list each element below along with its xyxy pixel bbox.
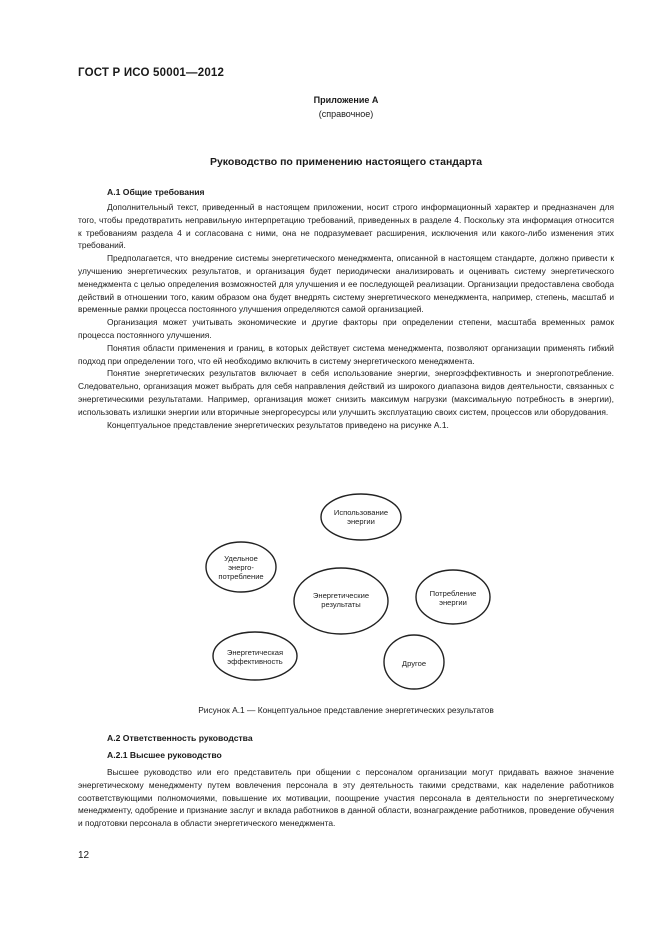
section-a1-body bbox=[78, 201, 614, 431]
paragraph: Предполагается, что внедрение системы энергетического менеджмента, описанной в настоящем стандарте, должно привести к улучшению энергетических результатов, и организация будет периодически анализировать и оценивать систему энергетического менеджмента с целью определения возможностей для улучшения и ее последующей реализации. Организации предоставлена свобода действий в отношении того, каким образом она будет внедрять систему энергетического менеджмента, например, степень, масштаб и временные рамки процесса постоянного улучшения определяются самой организацией. bbox=[78, 253, 614, 315]
main-title: Руководство по применению настоящего стандарта bbox=[209, 156, 483, 168]
section-a2-title: А.2 Ответственность руководства bbox=[107, 733, 253, 743]
node-use-line1: Использование bbox=[333, 508, 389, 517]
center-label-line2: результаты bbox=[321, 600, 361, 609]
paragraph: Понятия области применения и границ, в которых действует система менеджмента, позволяют организации применять гибкий подход при определении того, что ей необходимо включить в систему энергетического менеджмента. bbox=[78, 342, 614, 366]
paragraph: Организация может учитывать экономические и другие факторы при определении степени, масштаба временных рамок процесса постоянного улучшения. bbox=[78, 317, 614, 340]
page-number: 12 bbox=[78, 850, 90, 861]
paragraph: Понятие энергетических результатов включает в себя использование энергии, энергоэффективность и энергопотребление. Следовательно, организация может выбрать для себя направления действий из широкого диапазона видов деятельности, связанных с энергетическими результатами. Например, организация может снизить максимум нагрузки (максимальную потребность в энергии), использовать излишки энергии или вторичные энергоресурсы или улучшить эксплуатацию своих систем, процессов или оборудования. bbox=[78, 368, 614, 417]
section-a1-title: А.1 Общие требования bbox=[107, 187, 205, 197]
section-a21-body bbox=[78, 766, 614, 830]
node-consumption-line1: Потребление bbox=[429, 589, 477, 598]
node-specific-line1: Удельное bbox=[224, 554, 258, 563]
node-other-line1: Другое bbox=[401, 659, 427, 668]
node-efficiency-line2: эффективность bbox=[227, 657, 283, 666]
energy-performance-diagram bbox=[0, 480, 661, 700]
node-efficiency-line1: Энергетическая bbox=[226, 648, 284, 657]
section-a21-title: А.2.1 Высшее руководство bbox=[107, 750, 222, 760]
node-specific-line2: энерго- bbox=[228, 563, 254, 572]
document-header-code: ГОСТ Р ИСО 50001—2012 bbox=[78, 67, 225, 79]
node-specific-line3: потребление bbox=[218, 572, 264, 581]
figure-caption: Рисунок А.1 — Концептуальное представление энергетических результатов bbox=[198, 705, 494, 715]
paragraph: Дополнительный текст, приведенный в настоящем приложении, носит строго информационный характер и предназначен для того, чтобы предотвратить неправильную интерпретацию требований, приведенных в разделе 4. Поскольку эта информация относится к требованиям раздела 4 и согласована с ними, она не подразумевает расширения, исключения или какого-либо изменения этих требований. bbox=[78, 202, 614, 251]
paragraph: Высшее руководство или его представитель при общении с персоналом организации могут придавать важное значение энергетическому менеджменту путем вовлечения персонала в эту деятельность такими средствами, как наделение работников соответствующими полномочиями, повышение их мотивации, поощрение участия персонала в деятельности по энергетическому менеджменту, одобрение и признание заслуг и вклада работников в данной области, вознаграждение работников, проведение обучения и подготовки персонала в области энергетического менеджмента. bbox=[78, 767, 614, 829]
center-label-line1: Энергетические bbox=[312, 591, 370, 600]
paragraph: Концептуальное представление энергетических результатов приведено на рисунке А.1. bbox=[107, 419, 449, 430]
node-use-line2: энергии bbox=[347, 517, 375, 526]
appendix-title: Приложение А bbox=[313, 95, 379, 105]
node-consumption-line2: энергии bbox=[439, 598, 467, 607]
appendix-subtitle: (справочное) bbox=[318, 109, 374, 119]
